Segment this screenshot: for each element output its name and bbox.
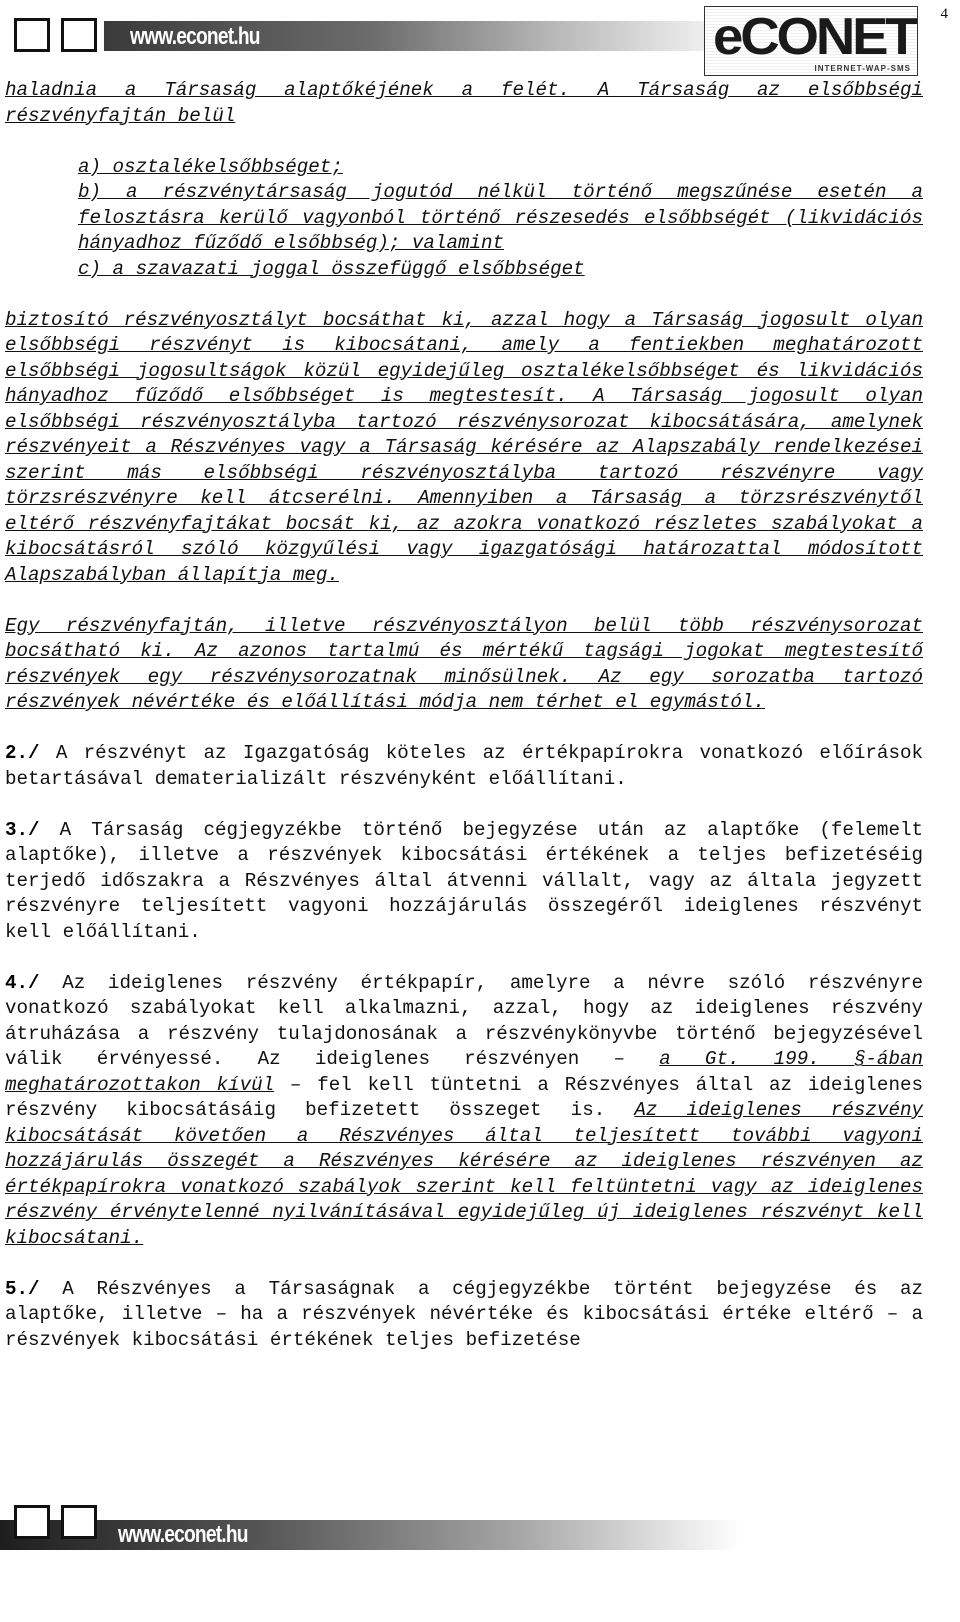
list-item-a: a) osztalékelsőbbséget; [78, 155, 343, 178]
page-footer [0, 1490, 960, 1570]
page-header [0, 0, 960, 78]
footer-gradient-bar [0, 1520, 740, 1550]
section-2-text: A részvényt az Igazgatóság köteles az értékpapírokra vonatkozó előírások betartásával dematerializált részvényként előállítani. [5, 742, 923, 790]
paragraph-share-series: Egy részvényfajtán, illetve részvényosztályon belül több részvénysorozat bocsátható ki. Az azonos tartalmú és mértékű tagsági jogokat megtestesítő részvények egy részvénysorozatnak minősülnek. Az egy sorozatba tartozó részvények névértéke és előállítási módja nem térhet el egymástól. [5, 614, 923, 713]
section-5-number: 5./ [5, 1277, 40, 1300]
paragraph-share-classes: biztosító részvényosztályt bocsáthat ki, azzal hogy a Társaság jogosult olyan elsőbbségi részvényt is kibocsátani, amely a fentiekben meghatározott elsőbbségi jogosultságok közül egyidejűleg osztalékelsőbbséget és likvidációs hányadhoz fűződő elsőbbséget is megtestesít. A Társaság jogosult olyan elsőbbségi részvényosztályba tartozó részvénysorozat kibocsátására, amelynek részvényeit a Részvényes vagy a Társaság kérésére az Alapszabály rendelkezései szerint más elsőbbségi részvényosztályba tartozó részvényre vagy törzsrészvényre kell átcserélni. Amennyiben a Társaság a törzsrészvénytől eltérő részvényfajtákat bocsát ki, az azokra vonatkozó részletes szabályokat a kibocsátásról szóló közgyűlési vagy igazgatósági határozattal módosított Alapszabályban állapítja meg. [5, 308, 923, 586]
econet-logo [704, 6, 918, 76]
header-url: www.econet.hu [130, 23, 260, 50]
footer-url: www.econet.hu [118, 1521, 248, 1548]
paragraph-intro: haladnia a Társaság alaptőkéjének a felét. A Társaság az elsőbbségi részvényfajtán belül [5, 79, 923, 127]
header-square-2 [61, 18, 97, 52]
section-2-number: 2./ [5, 742, 40, 764]
list-item-c: c) a szavazati joggal összefüggő elsőbbséget [78, 257, 585, 280]
section-4-text-4: Az ideiglenes részvény kibocsátását követően a Részvényes által teljesített további vagyoni hozzájárulás összegét a Részvényes kérésére az ideiglenes részvényen az értékpapírokra vonatkozó szabályok szerint kell feltüntetni vagy az ideiglenes részvény érvénytelenné nyilvánításával egyidejűleg új ideiglenes részvényt kell kibocsátani. [5, 1099, 923, 1249]
section-3-number: 3./ [5, 818, 40, 841]
logo-wordmark: eCONET [713, 8, 916, 66]
document-body [5, 78, 923, 1379]
page-number: 4 [940, 6, 948, 22]
footer-square-1 [14, 1505, 50, 1539]
section-3-text: A Társaság cégjegyzékbe történő bejegyzése után az alaptőke (felemelt alaptőke), illetve a részvények kibocsátási értékének a teljes befizetéséig terjedő időszakra a Részvényes által átvenni vállalt, vagy az általa jegyzett részvényre teljesített vagyoni hozzájárulás összegéről ideiglenes részvényt kell előállítani. [5, 818, 923, 943]
section-4-number: 4./ [5, 971, 40, 994]
section-4-text-3: – fel kell tüntetni a Részvényes által az ideiglenes részvény kibocsátásáig befizetett összeget is. [5, 1073, 923, 1121]
section-4 [5, 971, 923, 1252]
section-5-text: A Részvényes a Társaságnak a cégjegyzékbe történt bejegyzése és az alaptőke, illetve – ha a részvények névértéke és kibocsátási értéke eltérő – a részvények kibocsátási értékének teljes befizetése [5, 1277, 923, 1351]
section-4-text-2: a Gt. 199. §-ában meghatározottakon kívül [5, 1048, 923, 1096]
footer-square-2 [61, 1505, 97, 1539]
section-2 [5, 741, 923, 792]
header-square-1 [14, 18, 50, 52]
list-item-b: b) a részvénytársaság jogutód nélkül történő megszűnése esetén a felosztásra kerülő vagyonból történő részesedés elsőbbségét (likvidációs hányadhoz fűződő elsőbbség); valamint [78, 181, 923, 254]
logo-tagline: INTERNET-WAP-SMS [814, 64, 911, 73]
section-5 [5, 1277, 923, 1354]
preference-list [5, 155, 923, 283]
section-4-text-1: Az ideiglenes részvény értékpapír, amelyre a névre szóló részvényre vonatkozó szabályokat kell alkalmazni, azzal, hogy az ideiglenes részvény átruházása a részvény tulajdonosának a részvénykönyvbe történő bejegyzésével válik érvényessé. Az ideiglenes részvényen – [5, 971, 923, 1070]
section-3 [5, 818, 923, 946]
